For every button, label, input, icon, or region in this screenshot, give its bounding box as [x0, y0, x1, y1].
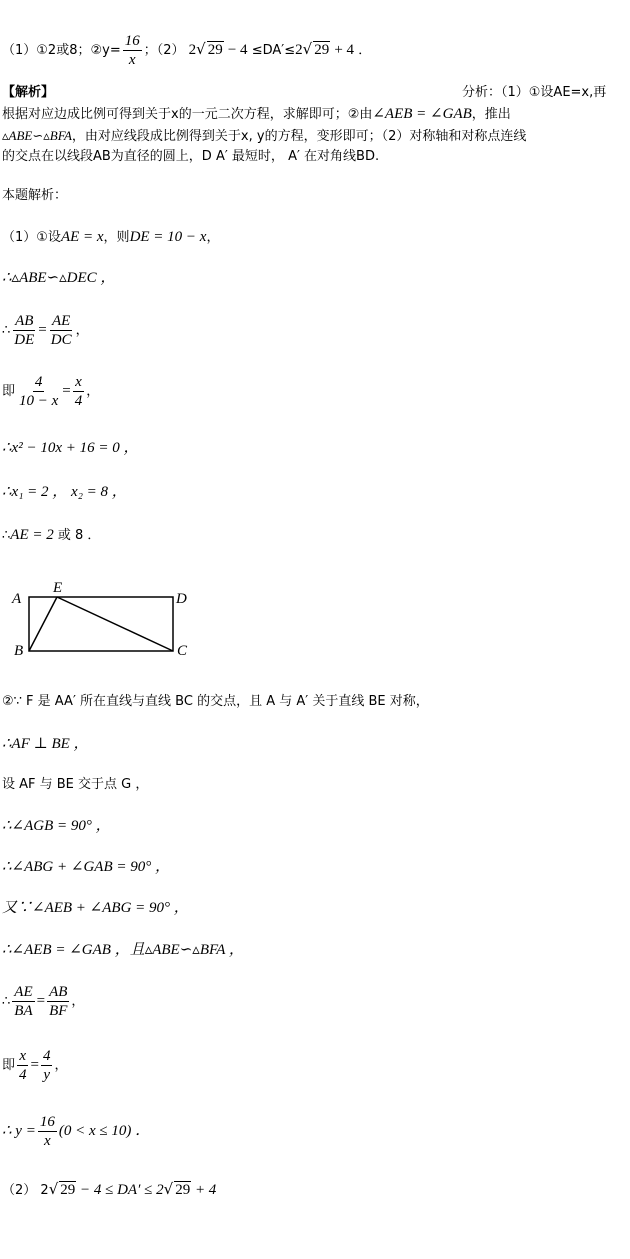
analysis-intro: 分析：（1）①设AE=x,再: [462, 85, 607, 100]
answer-part2: ；（2）: [143, 43, 185, 58]
analysis-line-3: ▵ABE∽▵BFA，由对应线段成比例得到关于x, y的方程，变形即可；（2）对称轴和对称点连线: [2, 128, 527, 144]
step2-5: ∴∠ABG + ∠GAB = 90° ，: [2, 859, 170, 875]
segment-ec: [57, 597, 173, 651]
answer-fraction: $\frac{16}{x}$: [124, 33, 140, 68]
step2-7: ∴∠AEB = ∠GAB ，且▵ABE∽▵BFA ，: [2, 942, 244, 958]
step2-10: ∴ y = $\frac{16}{x}$ (0 < x ≤ 10) ．: [2, 1114, 151, 1149]
step-5: ∴x² − 10x + 16 = 0 ，: [2, 440, 139, 456]
sqrt-29: 29: [175, 1182, 191, 1198]
step2-6: 又∵∠AEB + ∠ABG = 90° ，: [2, 900, 189, 916]
label-a: A: [12, 591, 22, 607]
label-e: E: [53, 580, 63, 596]
step2-9: 即 $\frac{x}{4}$ = $\frac{4}{y}$ ，: [2, 1048, 68, 1083]
step2-4: ∴∠AGB = 90° ，: [2, 818, 111, 834]
analysis-label: 【解析】: [2, 85, 55, 100]
step2-3: 设 AF 与 BE 交于点 G ，: [2, 777, 149, 792]
step2-11: （2） 2√ 29 − 4 ≤ DA′ ≤ 2√ 29 + 4: [2, 1180, 217, 1198]
step2-1: ②∵ F 是 AA′ 所在直线与直线 BC 的交点，且 A 与 A′ 关于直线 BE 对称，: [2, 694, 429, 709]
answer-part1: （1）①2或8；②y=: [2, 43, 121, 58]
segment-eb: [29, 597, 57, 651]
analysis-line-4: 的交点在以线段AB为直径的圆上，D A′ 最短时， A′ 在对角线BD.: [2, 149, 380, 164]
step2-2: ∴AF ⊥ BE ，: [2, 736, 89, 752]
label-c: C: [177, 643, 188, 659]
label-d: D: [176, 591, 187, 607]
answer-line: （1）①2或8；②y= $\frac{16}{x}$ ；（2） 2√ 29 − 4 ≤DA′≤2√ 29 + 4 ．: [2, 33, 372, 68]
rectangle-figure: [0, 575, 210, 665]
step2-8: ∴ $\frac{AE}{BA}$ = $\frac{AB}{BF}$ ，: [2, 984, 85, 1019]
step-2: ∴▵ABE∽▵DEC ，: [2, 270, 116, 286]
sqrt-29: 29: [60, 1182, 76, 1198]
step-4: 即 $\frac{4}{10 - x}$ = $\frac{x}{4}$ ，: [2, 374, 100, 409]
step-6: ∴x₁ = 2 ， x₂ = 8 ，: [2, 484, 127, 500]
analysis-line-2: 根据对应边成比例可得到关于x的一元二次方程，求解即可；②由∠AEB = ∠GAB，推出: [2, 106, 511, 122]
sqrt-29: 29: [207, 42, 223, 58]
step-3: ∴ $\frac{AB}{DE}$ = $\frac{AE}{DC}$ ，: [2, 313, 89, 348]
step-1: （1）①设AE = x，则DE = 10 − x，: [2, 229, 220, 245]
solution-title: 本题解析：: [2, 188, 68, 203]
rectangle-abcd: [29, 597, 173, 651]
sqrt-29: 29: [314, 42, 330, 58]
step-7: ∴AE = 2 或 8 ．: [2, 527, 101, 543]
label-b: B: [14, 643, 24, 659]
